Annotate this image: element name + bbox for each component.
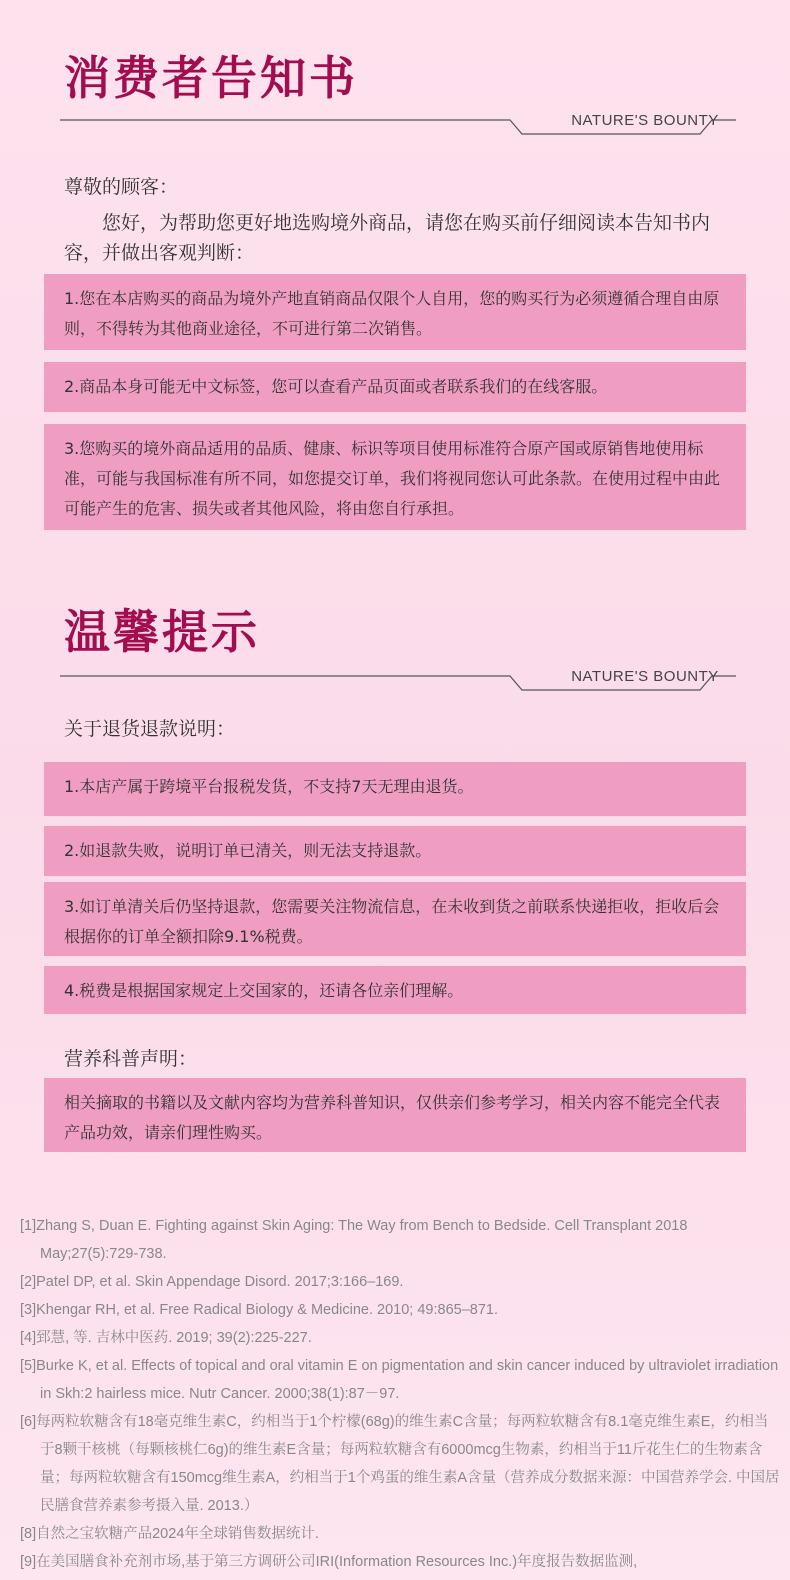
greeting: 尊敬的顾客： — [64, 176, 179, 198]
notice-item: 2.商品本身可能无中文标签，您可以查看产品页面或者联系我们的在线客服。 — [44, 362, 746, 412]
reference-item: [8]自然之宝软糖产品2024年全球销售数据统计. — [20, 1526, 319, 1542]
tips-title: 温馨提示 — [64, 605, 260, 659]
reference-item: [5]Burke K, et al. Effects of topical and oral vitamin E on pigmentation and skin cancer induced by ultraviolet irradiation in Skh:2 hairless mice. Nutr Cancer. 2000;38(1):87－97. — [20, 1358, 779, 1402]
reference-item: [3]Khengar RH, et al. Free Radical Biology & Medicine. 2010; 49:865–871. — [20, 1302, 498, 1318]
refund-item: 1.本店产属于跨境平台报税发货，不支持7天无理由退货。 — [44, 762, 746, 816]
reference-item: [2]Patel DP, et al. Skin Appendage Disord. 2017;3:166–169. — [20, 1274, 404, 1290]
notice-item: 3.您购买的境外商品适用的品质、健康、标识等项目使用标准符合原产国或原销售地使用标准，可能与我国标准有所不同，如您提交订单，我们将视同您认可此条款。在使用过程中由此可能产生的危害、损失或者其他风险，将由您自行承担。 — [44, 424, 746, 530]
reference-item: [9]在美国膳食补充剂市场,基于第三方调研公司IRI(Information Resources Inc.)年度报告数据监测, — [20, 1554, 638, 1570]
refund-item: 2.如退款失败，说明订单已清关，则无法支持退款。 — [44, 826, 746, 876]
nutrition-text: 相关摘取的书籍以及文献内容均为营养科普知识，仅供亲们参考学习，相关内容不能完全代表产品功效，请亲们理性购买。 — [44, 1078, 746, 1152]
refund-item: 3.如订单清关后仍坚持退款，您需要关注物流信息，在未收到货之前联系快递拒收，拒收后会根据你的订单全额扣除9.1%税费。 — [44, 882, 746, 956]
reference-item: [1]Zhang S, Duan E. Fighting against Skin Aging: The Way from Bench to Bedside. Cell Transplant 2018 May;27(5):729-738. — [20, 1218, 688, 1262]
refund-item: 4.税费是根据国家规定上交国家的，还请各位亲们理解。 — [44, 966, 746, 1014]
notice-title: 消费者告知书 — [64, 51, 358, 105]
reference-item: [4]郅慧, 等. 吉林中医药. 2019; 39(2):225-227. — [20, 1330, 312, 1346]
brand-label: NATURE'S BOUNTY — [571, 668, 719, 685]
intro-text: 您好，为帮助您更好地选购境外商品，请您在购买前仔细阅读本告知书内容，并做出客观判断： — [64, 212, 711, 264]
references-list — [20, 1212, 780, 1576]
notice-item: 1.您在本店购买的商品为境外产地直销商品仅限个人自用，您的购买行为必须遵循合理自由原则，不得转为其他商业途径，不可进行第二次销售。 — [44, 274, 746, 350]
reference-item: [6]每两粒软糖含有18毫克维生素C，约相当于1个柠檬(68g)的维生素C含量；每两粒软糖含有8.1毫克维生素E，约相当于8颗干核桃（每颗核桃仁6g)的维生素E含量；每两粒软糖含有6000mcg生物素，约相当于11斤花生仁的生物素含量；每两粒软糖含有150mcg维生素A，约相当于1个鸡蛋的维生素A含量（营养成分数据来源：中国营养学会. 中国居民膳食营养素参考摄入量. 2013.） — [20, 1414, 780, 1514]
notice-divider — [60, 104, 740, 144]
refund-heading: 关于退货退款说明： — [64, 718, 236, 740]
brand-label: NATURE'S BOUNTY — [571, 112, 719, 129]
tips-divider — [60, 660, 740, 700]
nutrition-heading: 营养科普声明： — [64, 1048, 198, 1070]
